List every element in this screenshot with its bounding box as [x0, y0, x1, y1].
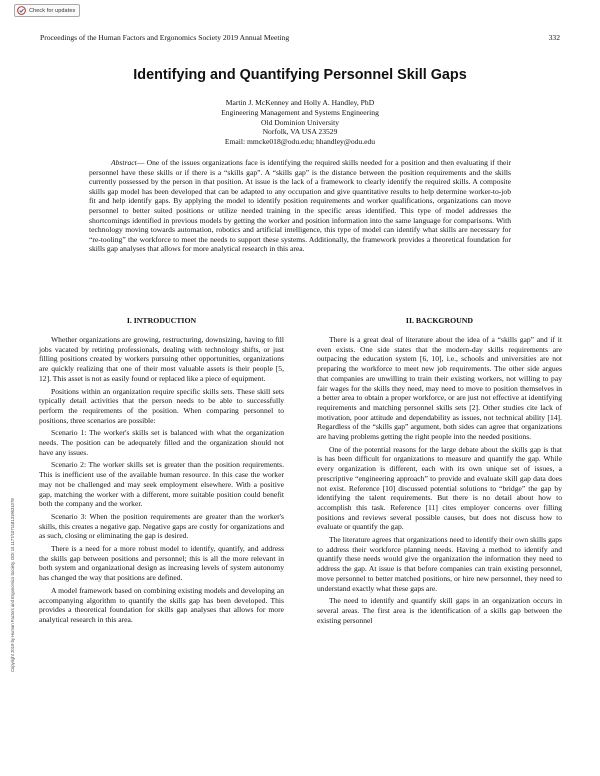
paragraph: Whether organizations are growing, restructuring, downsizing, having to fill jobs vacated by retiring professionals, dealing with technology shifts, or just filling positions created by workers pursuing other opportunities, organizations are quickly realizing that one of their most valuable assets is their people [5, 12]. This asset is not as easily found or replaced like a piece of equipment.	[39, 335, 284, 383]
check-updates-label: Check for updates	[29, 7, 76, 14]
paragraph: There is a great deal of literature about the idea of a “skills gap” and if it even exists. One side states that the modern-day skills requirements are outpacing the education system [6, 10], i.e., schools and universities are not preparing the workforce to meet new job requirements. The other side argues that companies are unwilling to train their existing workers, not willing to pay fair wages for the skills they need, may need to move to position themselves in a better area to obtain a proper workforce, or are just not effective at identifying requirements and matching personnel skills sets [2]. Other studies cite lack of motivation, poor attitude and dependability as issues, not technical ability [14]. Regardless of the “skills gap” argument, both sides can agree that organizations are having problems getting the right people into the needed positions.	[317, 335, 562, 442]
author-block	[0, 98, 600, 147]
side-copyright: Copyright 2019 by Human Factors and Ergonomics Society. DOI 10.1177/1071181319631078	[10, 498, 15, 672]
paragraph: Scenario 1: The worker's skills set is balanced with what the organization needs. The position can be adequately filled and the organization should not have any issues.	[39, 428, 284, 457]
proceedings-title: Proceedings of the Human Factors and Ergonomics Society 2019 Annual Meeting	[40, 33, 290, 42]
section-heading-background: II. BACKGROUND	[405, 316, 474, 325]
right-column	[317, 316, 562, 628]
left-column	[39, 316, 284, 628]
paragraph: Scenario 2: The worker skills set is greater than the position requirements. This is inefficient use of the available human resource. In this case the worker may not be challenged and may seek employment elsewhere. With a positive gap, matching the worker with a different, more suitable position could benefit both the company and the worker.	[39, 460, 284, 509]
author-university: Old Dominion University	[260, 117, 340, 127]
paragraph: The need to identify and quantify skill gaps in an organization occurs in several areas. The first area is the identification of a skills gap between the existing personnel	[317, 596, 562, 625]
author-department: Engineering Management and Systems Engineering	[221, 107, 379, 117]
author-city: Norfolk, VA USA 23529	[262, 127, 338, 137]
author-names: Martin J. McKenney and Holly A. Handley, PhD	[225, 98, 375, 107]
paper-title: Identifying and Quantifying Personnel Skill Gaps	[133, 67, 467, 83]
paragraph: The literature agrees that organizations need to identify their own skills gaps to address their workforce planning needs. Having a method to identify and quantify these needs would give the organization the information they need to address the gap. At issue is that before companies can train existing personnel, move personnel to better matched positions, or hire new personnel, they need to understand exactly what these gaps are.	[317, 535, 562, 593]
paragraph: There is a need for a more robust model to identify, quantify, and address the skills gap between positions and personnel; this is all the more relevant in both system and organizational design as increasing levels of system autonomy has changed the way that positions are defined.	[39, 544, 284, 583]
paragraph: Positions within an organization require specific skills sets. These skill sets typically detail activities that the person needs to be able to successfully perform the requirements of the position. When comparing personnel to positions, three scenarios are possible:	[39, 386, 284, 425]
check-for-updates-badge[interactable]	[14, 4, 80, 17]
section-heading-introduction: I. INTRODUCTION	[126, 316, 197, 325]
author-email[interactable]: Email: mmcke018@odu.edu; hhandley@odu.edu	[224, 137, 376, 147]
check-updates-icon	[17, 6, 26, 15]
abstract-text: — One of the issues organizations face is identifying the required skills needed for a position and then evaluating if their personnel have these skills or if there is a “skills gap”. A “skills gap” is the distance between the position requirements and the skills currently possessed by the person in that position. At issue is the lack of a framework to clearly identify the required skills. A composite skills gap model has been developed that can be adapted to any occupation and give quantitative results to help determine worker-to-job fit and help identify gaps. By applying the model to identify position requirements and worker qualifications, organizations can move personnel to better suited positions or utilize needed training in the specific areas identified. This type of model addresses the shortcomings identified in previous models by getting the worker and position information into the same language for comparisons. With technology moving towards automation, robotics and artificial intelligence, this type of model can identify what skills are necessary for “re-tooling” the workforce to meet the needs to support these systems. Additionally, the framework provides a theoretical foundation for skills gap analyses that allows for more analytical research in this area.	[89, 158, 511, 254]
abstract-lead: Abstract	[111, 158, 137, 167]
abstract	[89, 158, 511, 254]
page-number: 332	[548, 33, 560, 42]
paragraph: One of the potential reasons for the large debate about the skills gap is that is has been difficult for organizations to measure and quantify the gap. While every organization is different, each with its own unique set of issues, a prescriptive “engineering approach” to provide and evaluate skill gap data does not exist. Reference [10] discussed potential solutions to “bridge” the gap by identifying the talent requirements. But there is no detail about how to accomplish this task. Reference [11] cites employer concerns over filling positions and reviews several possible causes, but does not discuss how to evaluate or quantify the gap.	[317, 444, 562, 532]
paragraph: A model framework based on combining existing models and developing an accompanying algorithm to quantify the skills gap has been developed. This provides a theoretical foundation for skills gap analyses that allows for more analytical research in this area.	[39, 585, 284, 624]
paragraph: Scenario 3: When the position requirements are greater than the worker's skills, this creates a negative gap. Negative gaps are costly for organizations and as such, closing or eliminating the gap is desired.	[39, 511, 284, 541]
